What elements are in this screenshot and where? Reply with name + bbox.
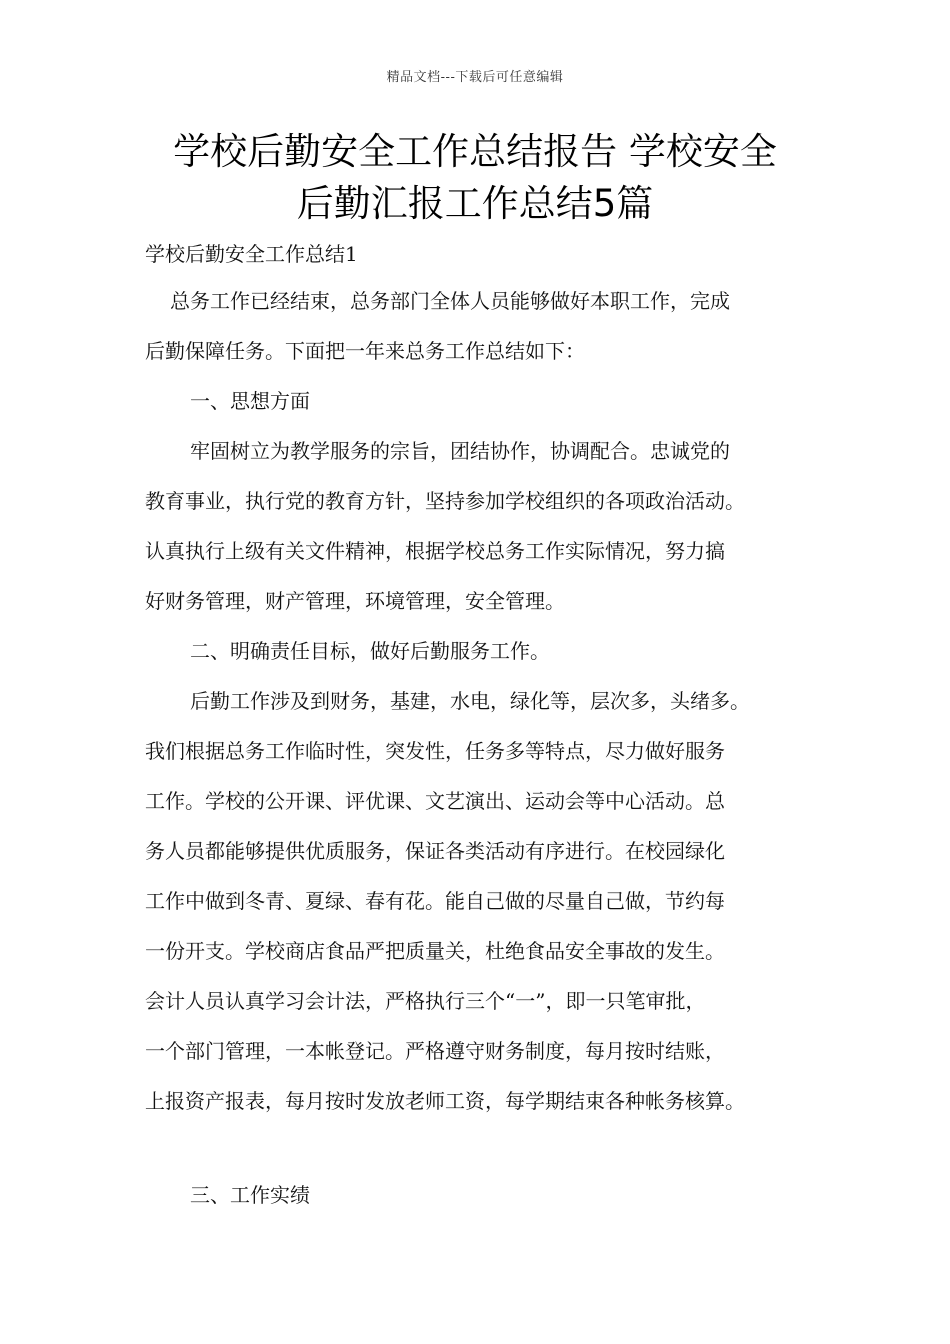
paragraph-thought [145,426,835,626]
paragraph-responsibility [145,676,835,1126]
text-line: 会计人员认真学习会计法，严格执行三个“一”，即一只笔审批， [145,989,706,1013]
text-line: 工作。学校的公开课、评优课、文艺演出、运动会等中心活动。总 [145,789,725,813]
heading-text: 二、明确责任目标，做好后勤服务工作。 [190,639,550,663]
text-line: 务人员都能够提供优质服务，保证各类活动有序进行。在校园绿化 [145,839,725,863]
section-subtitle: 学校后勤安全工作总结1 [145,242,358,266]
text-line: 后勤工作涉及到财务，基建，水电，绿化等，层次多，头绪多。 [190,689,750,713]
text-line: 后勤保障任务。下面把一年来总务工作总结如下： [145,339,585,363]
title-line-1: 学校后勤安全工作总结报告 学校安全 [173,130,777,173]
text-line: 牢固树立为教学服务的宗旨，团结协作，协调配合。忠诚党的 [190,439,730,463]
text-line: 总务工作已经结束，总务部门全体人员能够做好本职工作，完成 [170,289,730,313]
heading-text: 一、思想方面 [190,389,310,413]
text-line: 一份开支。学校商店食品严把质量关，杜绝食品安全事故的发生。 [145,939,725,963]
text-line: 好财务管理，财产管理，环境管理，安全管理。 [145,589,565,613]
heading-text: 三、工作实绩 [190,1183,310,1207]
text-line: 工作中做到冬青、夏绿、春有花。能自己做的尽量自己做，节约每 [145,889,725,913]
title-line-2: 后勤汇报工作总结5篇 [296,182,654,225]
text-line: 一个部门管理，一本帐登记。严格遵守财务制度，每月按时结账， [145,1039,725,1063]
text-line: 教育事业，执行党的教育方针，坚持参加学校组织的各项政治活动。 [145,489,745,513]
text-line: 认真执行上级有关文件精神，根据学校总务工作实际情况，努力搞 [145,539,725,563]
heading-responsibility [145,626,835,676]
document-title [100,126,850,230]
heading-achievements [145,1170,835,1220]
header-note: 精品文档---下载后可任意编辑 [386,70,564,85]
text-line: 我们根据总务工作临时性，突发性，任务多等特点，尽力做好服务 [145,739,725,763]
heading-thought [145,376,835,426]
intro-paragraph [145,276,835,376]
text-line: 上报资产报表，每月按时发放老师工资，每学期结束各种帐务核算。 [145,1089,745,1113]
